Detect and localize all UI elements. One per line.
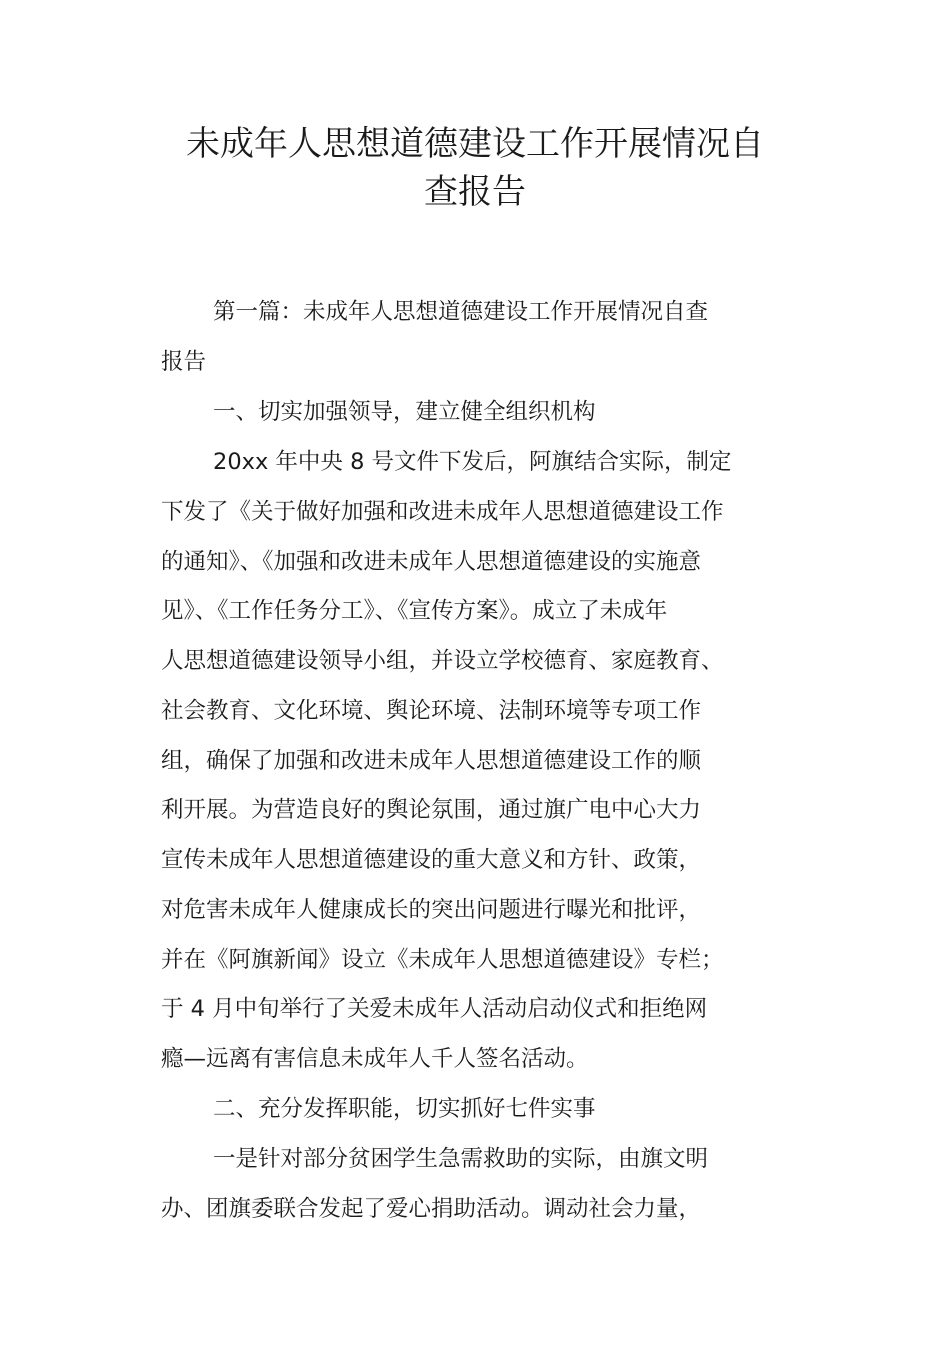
body-line: 利开展。为营造良好的舆论氛围，通过旗广电中心大力 — [161, 797, 702, 823]
body-line: 下发了《关于做好加强和改进未成年人思想道德建设工作 — [161, 499, 724, 525]
body-line: 20xx 年中央 8 号文件下发后，阿旗结合实际，制定 — [213, 449, 732, 475]
body-line: 瘾—远离有害信息未成年人千人签名活动。 — [161, 1046, 589, 1072]
body-line: 组，确保了加强和改进未成年人思想道德建设工作的顺 — [161, 748, 702, 774]
section-heading: 二、充分发挥职能，切实抓好七件实事 — [213, 1096, 596, 1122]
body-line: 见》、《工作任务分工》、《宣传方案》。成立了未成年 — [161, 598, 668, 624]
section-heading: 一、切实加强领导，建立健全组织机构 — [213, 399, 596, 425]
body-line: 对危害未成年人健康成长的突出问题进行曝光和批评， — [161, 897, 702, 923]
body-line: 的通知》、《加强和改进未成年人思想道德建设的实施意 — [161, 549, 702, 575]
body-line: 第一篇：未成年人思想道德建设工作开展情况自查 — [213, 299, 709, 325]
body-line: 人思想道德建设领导小组，并设立学校德育、家庭教育、 — [161, 648, 724, 674]
document-title-line-1: 未成年人思想道德建设工作开展情况自 — [186, 124, 764, 164]
body-line: 并在《阿旗新闻》设立《未成年人思想道德建设》专栏； — [161, 947, 724, 973]
body-line: 宣传未成年人思想道德建设的重大意义和方针、政策， — [161, 847, 702, 873]
body-line: 办、团旗委联合发起了爱心捐助活动。调动社会力量， — [161, 1196, 702, 1222]
body-line: 一是针对部分贫困学生急需救助的实际，由旗文明 — [213, 1146, 709, 1172]
body-line: 报告 — [161, 349, 207, 375]
body-line: 于 4 月中旬举行了关爱未成年人活动启动仪式和拒绝网 — [161, 996, 708, 1022]
body-line: 社会教育、文化环境、舆论环境、法制环境等专项工作 — [161, 698, 702, 724]
document-title-line-2: 查报告 — [424, 172, 526, 212]
